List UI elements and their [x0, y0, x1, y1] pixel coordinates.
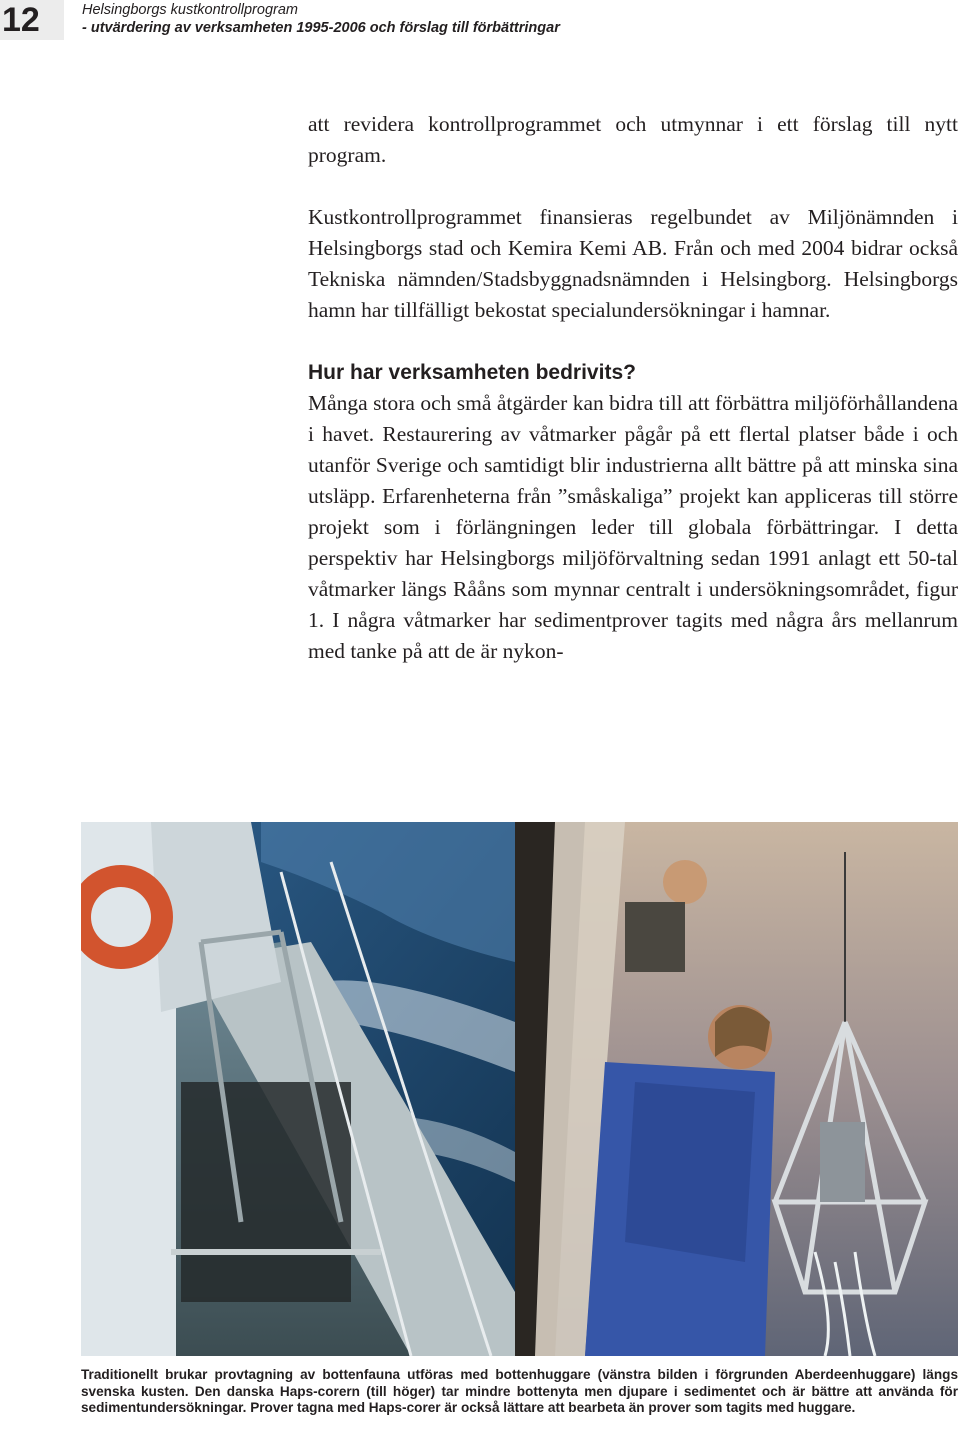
photo-haps-corer [515, 822, 958, 1356]
paragraph: att revidera kontrollprogrammet och utmynnar i ett förslag till nytt program. [308, 112, 958, 167]
main-text [308, 109, 958, 667]
document-subtitle: - utvärdering av verksamheten 1995-2006 och förslag till förbättringar [82, 20, 560, 36]
paragraph: Kustkontrollprogrammet finansieras regelbundet av Miljönämnden i Helsingborgs stad och Kemira Kemi AB. Från och med 2004 bidrar också Tekniska nämnden/Stadsbyggnadsnämnden i Helsingborg. Helsingborgs hamn har tillfälligt bekostat specialundersökningar i hamnar. [308, 205, 958, 322]
page-number: 12 [0, 0, 64, 40]
running-header [82, 1, 560, 37]
page-header [0, 0, 960, 44]
document-title: Helsingborgs kustkontrollprogram [82, 2, 298, 18]
paragraph: Många stora och små åtgärder kan bidra till att förbättra miljöförhållandena i havet. Restaurering av våtmarker pågår på ett flertal platser både i och utanför Sverige och samtidigt blir industrierna allt bättre på att minska sina utsläpp. Erfarenheterna från ”småskaliga” projekt kan appliceras till större projekt som i förlängningen leder till globala förbättringar. I detta perspektiv har Helsingborgs miljöförvaltning sedan 1991 anlagt ett 50-tal våtmarker längs Rååns som mynnar centralt i undersökningsområdet, figur 1. I några våtmarker har sedimentprover tagits med några års mellanrum med tanke på att de är nykon- [308, 391, 958, 663]
photo-ship-deck-grab-sampler [81, 822, 515, 1356]
section-heading: Hur har verksamheten bedrivits? [308, 361, 636, 384]
figure-caption: Traditionellt brukar provtagning av bottenfauna utföras med bottenhuggare (vänstra bilden i förgrunden Aberdeenhuggare) längs svenska kusten. Den danska Haps-corern (till höger) tar mindre bottenyta men djupare i sedimentet och är bättre att använda för sedimentundersökningar. Prover tagna med Haps-corer är också lättare att bearbeta än prover som tagits med huggare. [81, 1367, 958, 1415]
